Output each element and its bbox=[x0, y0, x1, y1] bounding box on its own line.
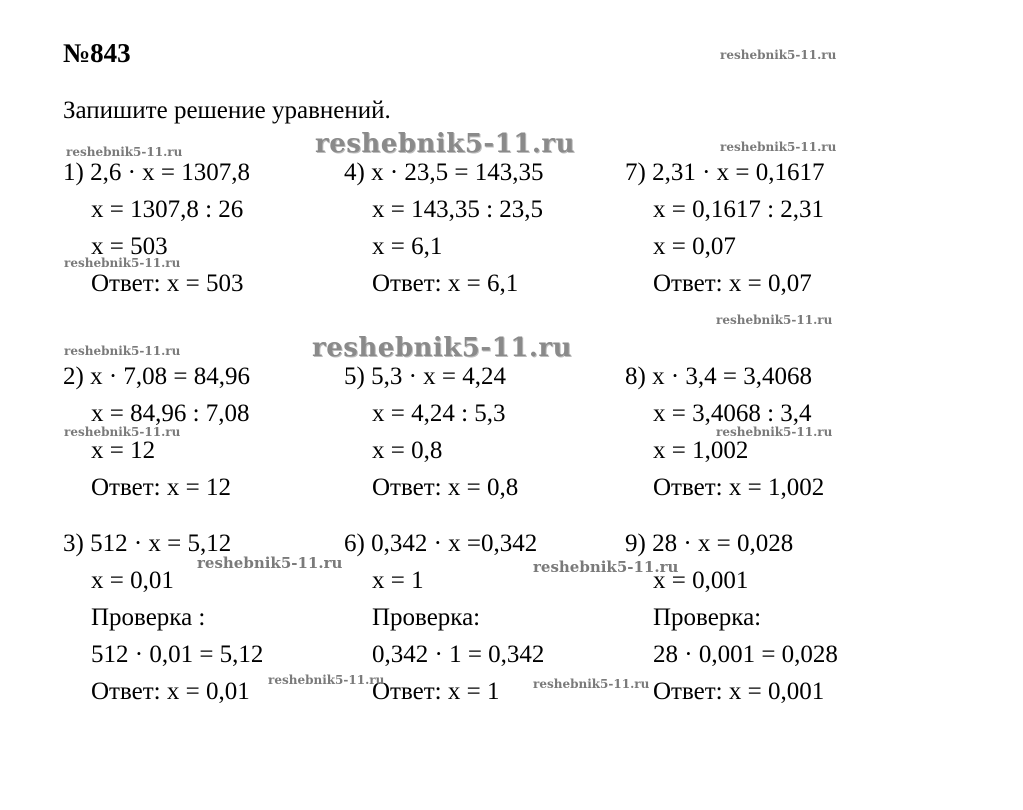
watermark: reshebnik5-11.ru bbox=[268, 673, 385, 687]
watermark: reshebnik5-11.ru bbox=[64, 344, 181, 358]
answer-line: Ответ: x = 1,002 bbox=[653, 474, 825, 501]
answer-line: Ответ: x = 1 bbox=[372, 678, 500, 705]
check-line: 0,342 · 1 = 0,342 bbox=[372, 641, 545, 668]
check-line: 512 · 0,01 = 5,12 bbox=[91, 641, 264, 668]
answer-line: Ответ: x = 503 bbox=[91, 270, 244, 297]
equation-line: 5) 5,3 · x = 4,24 bbox=[344, 363, 506, 390]
solution-line: x = 0,07 bbox=[653, 233, 736, 260]
solution-line: x = 503 bbox=[91, 233, 168, 260]
equation-line: 3) 512 · x = 5,12 bbox=[63, 530, 232, 557]
check-label: Проверка: bbox=[372, 604, 481, 631]
answer-line: Ответ: x = 0,8 bbox=[372, 474, 519, 501]
solution-line: x = 1,002 bbox=[653, 437, 749, 464]
solution-line: x = 0,01 bbox=[91, 567, 174, 594]
equation-line: 2) x · 7,08 = 84,96 bbox=[63, 363, 250, 390]
solution-line: x = 0,1617 : 2,31 bbox=[653, 196, 825, 223]
equation-line: 7) 2,31 · x = 0,1617 bbox=[625, 159, 825, 186]
problem-number: №843 bbox=[63, 38, 131, 68]
solution-line: x = 143,35 : 23,5 bbox=[372, 196, 544, 223]
watermark: reshebnik5-11.ru bbox=[533, 677, 650, 691]
watermark: reshebnik5-11.ru bbox=[720, 140, 837, 154]
answer-line: Ответ: x = 12 bbox=[91, 474, 231, 501]
equation-line: 6) 0,342 · x =0,342 bbox=[344, 530, 538, 557]
watermark: reshebnik5-11.ru bbox=[533, 558, 679, 576]
solution-line: x = 6,1 bbox=[372, 233, 443, 260]
solution-line: x = 0,8 bbox=[372, 437, 443, 464]
answer-line: Ответ: x = 0,07 bbox=[653, 270, 812, 297]
watermark: reshebnik5-11.ru bbox=[64, 256, 181, 270]
equation-line: 8) x · 3,4 = 3,4068 bbox=[625, 363, 812, 390]
watermark: reshebnik5-11.ru bbox=[716, 313, 833, 327]
equation-line: 9) 28 · x = 0,028 bbox=[625, 530, 794, 557]
watermark: reshebnik5-11.ru bbox=[197, 554, 343, 572]
watermark: reshebnik5-11.ru bbox=[716, 425, 833, 439]
check-line: 28 · 0,001 = 0,028 bbox=[653, 641, 838, 668]
equation-line: 4) x · 23,5 = 143,35 bbox=[344, 159, 544, 186]
solution-line: x = 84,96 : 7,08 bbox=[91, 400, 250, 427]
task-statement: Запишите решение уравнений. bbox=[63, 97, 391, 124]
solution-line: x = 3,4068 : 3,4 bbox=[653, 400, 812, 427]
check-label: Проверка : bbox=[91, 604, 206, 631]
solution-line: x = 4,24 : 5,3 bbox=[372, 400, 506, 427]
answer-line: Ответ: x = 0,01 bbox=[91, 678, 250, 705]
answer-line: Ответ: x = 0,001 bbox=[653, 678, 825, 705]
watermark: reshebnik5-11.ru bbox=[312, 333, 573, 363]
solution-line: x = 1 bbox=[372, 567, 424, 594]
solution-line: x = 1307,8 : 26 bbox=[91, 196, 244, 223]
watermark: reshebnik5-11.ru bbox=[720, 48, 837, 62]
solution-line: x = 0,001 bbox=[653, 567, 749, 594]
watermark: reshebnik5-11.ru bbox=[64, 425, 181, 439]
watermark: reshebnik5-11.ru bbox=[66, 145, 183, 159]
solution-line: x = 12 bbox=[91, 437, 156, 464]
equation-line: 1) 2,6 · x = 1307,8 bbox=[63, 159, 250, 186]
check-label: Проверка: bbox=[653, 604, 762, 631]
watermark: reshebnik5-11.ru bbox=[315, 129, 576, 159]
answer-line: Ответ: x = 6,1 bbox=[372, 270, 519, 297]
